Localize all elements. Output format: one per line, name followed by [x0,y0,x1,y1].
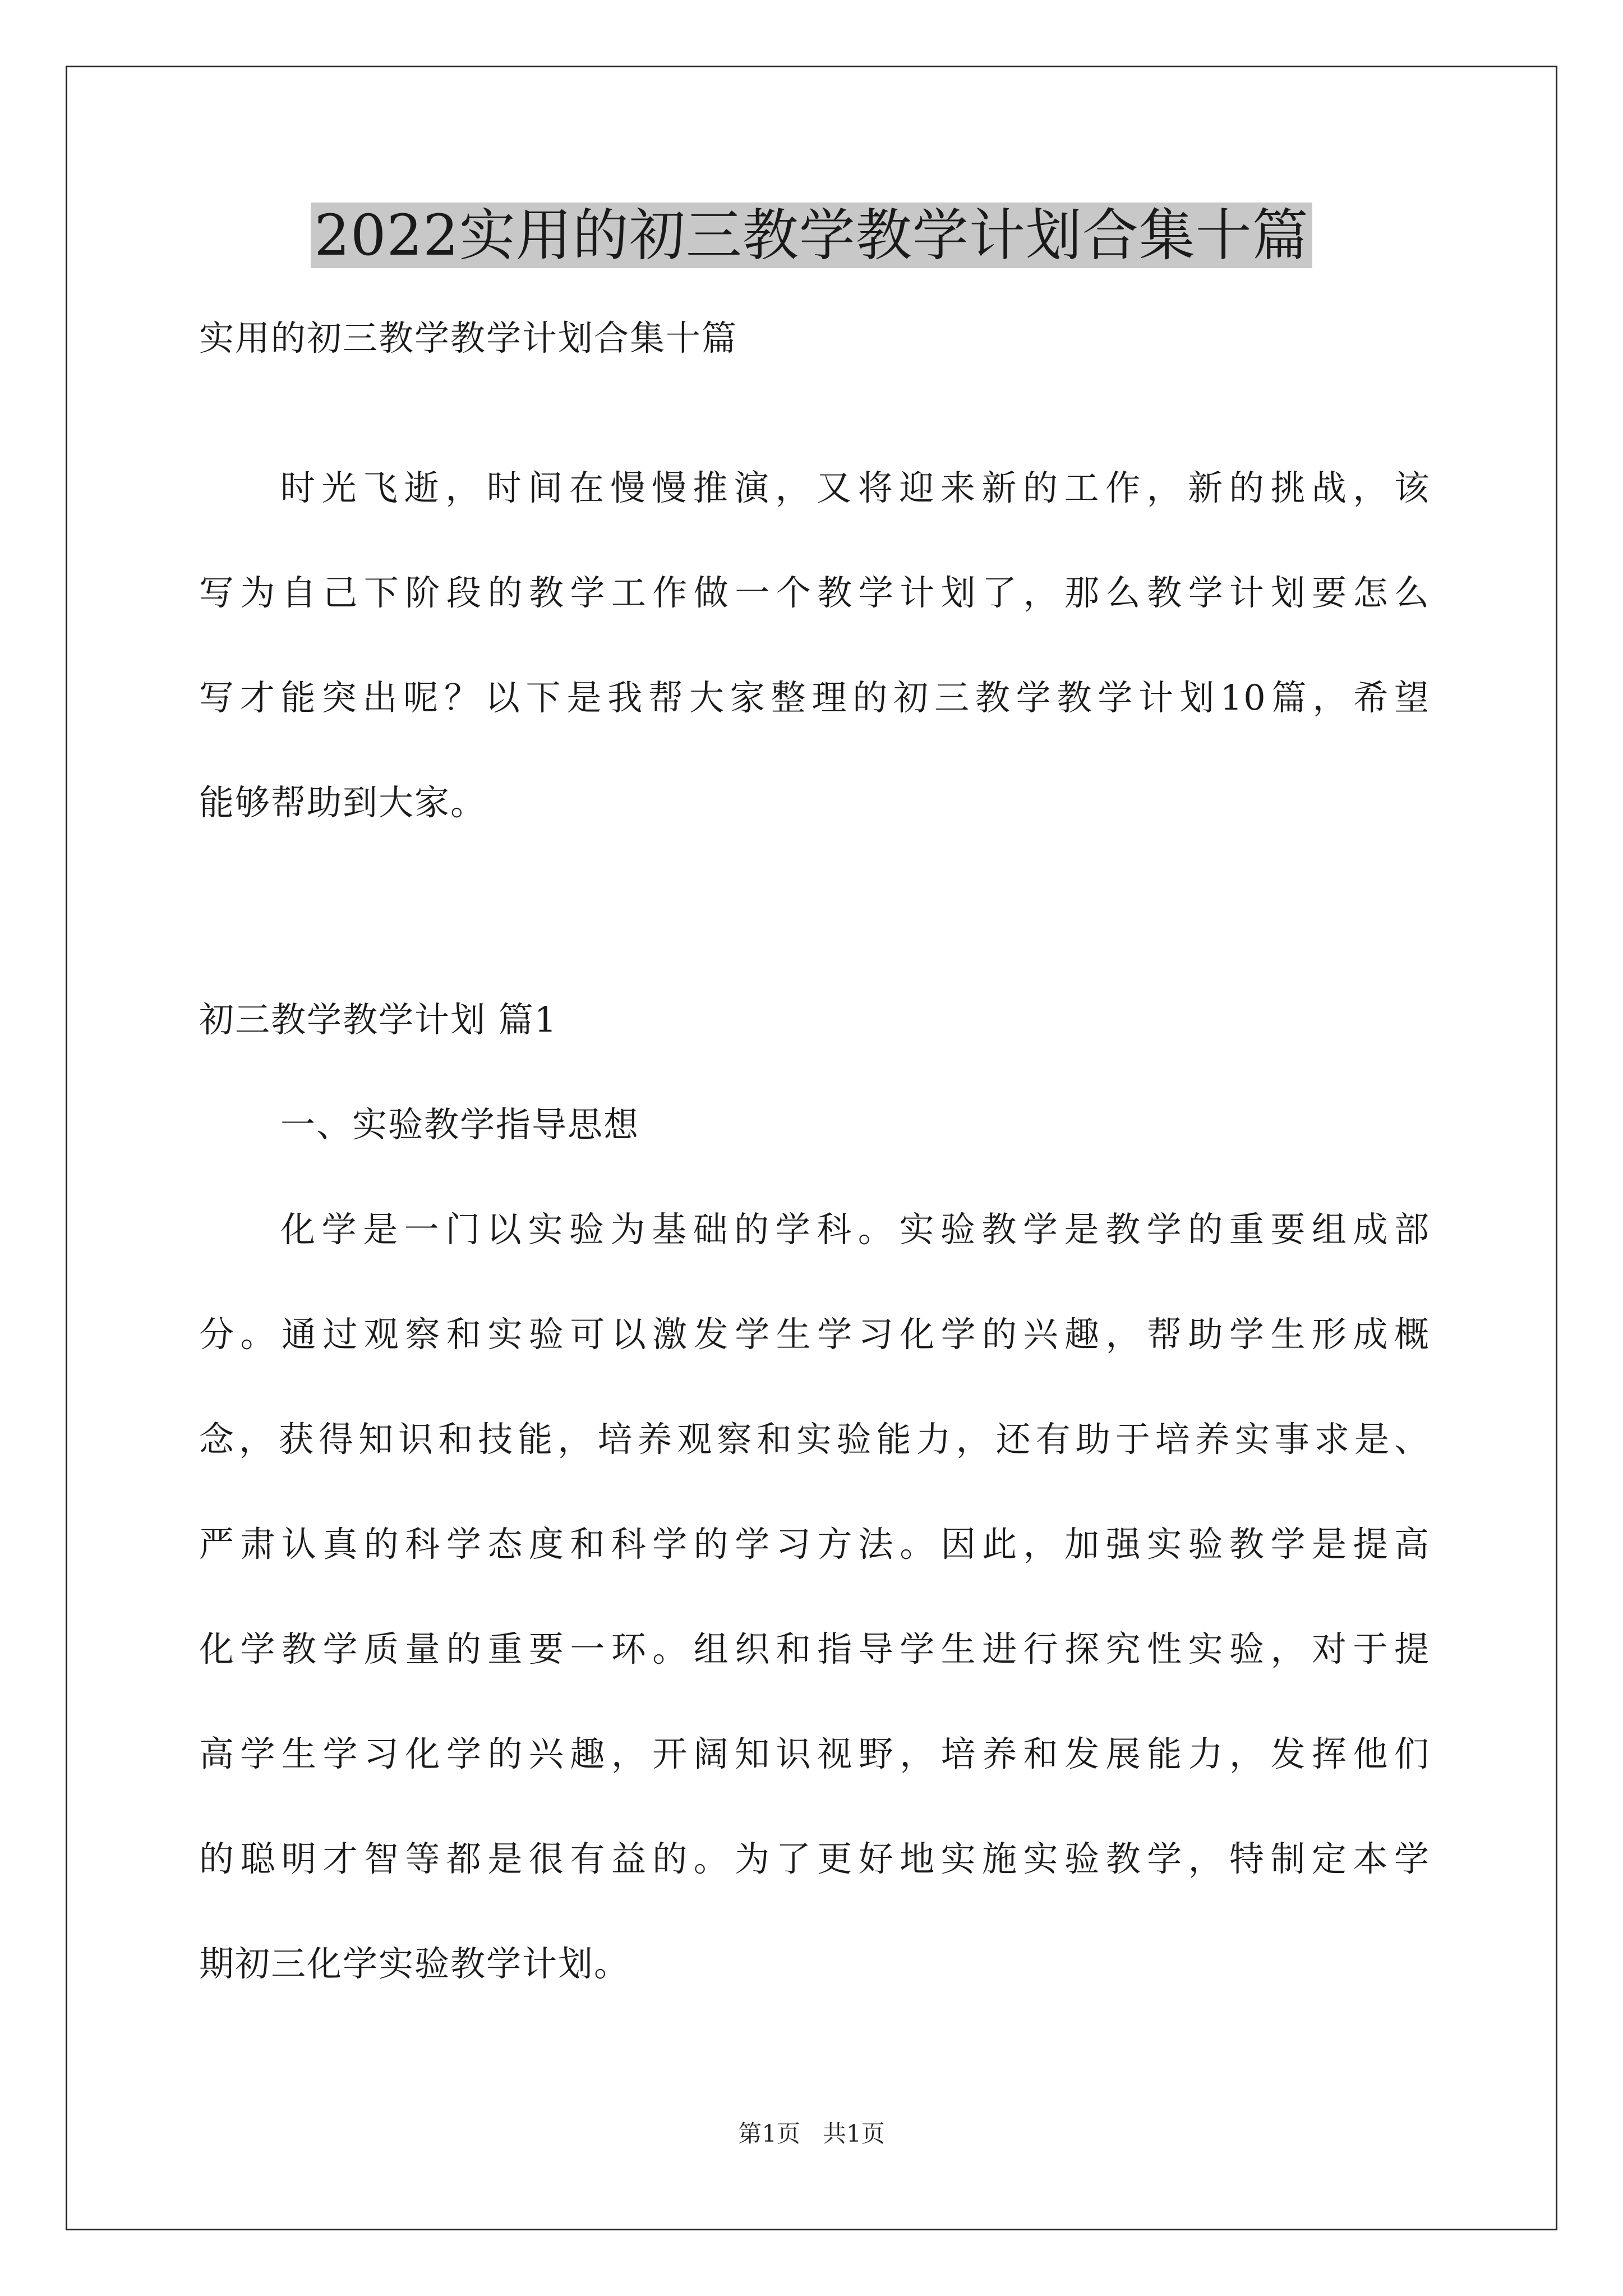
intro-line-4: 能够帮助到大家。 [199,782,487,823]
document-title-text: 2022实用的初三教学教学计划合集十篇 [311,203,1312,268]
document-title [0,197,1623,274]
body-line-8: 期初三化学实验教学计划。 [199,1943,630,1984]
document-subtitle: 实用的初三教学教学计划合集十篇 [199,318,738,358]
body-line-1: 化学是一门以实验为基础的学科。实验教学是教学的重要组成部 [280,1209,1430,1250]
body-line-7: 的聪明才智等都是很有益的。为了更好地实施实验教学，特制定本学 [199,1838,1430,1879]
section-subheading: 一、实验教学指导思想 [280,1104,640,1145]
body-line-4: 严肃认真的科学态度和科学的学习方法。因此，加强实验教学是提高 [199,1524,1430,1565]
body-line-5: 化学教学质量的重要一环。组织和指导学生进行探究性实验，对于提 [199,1628,1430,1669]
section-heading: 初三教学教学计划 篇1 [199,999,558,1040]
page-border [66,66,1557,2230]
body-line-6: 高学生学习化学的兴趣，开阔知识视野，培养和发展能力，发挥他们 [199,1733,1430,1774]
page-footer: 第1页 共1页 [738,2120,885,2147]
intro-line-2: 写为自己下阶段的教学工作做一个教学计划了，那么教学计划要怎么 [199,572,1430,613]
intro-line-3: 写才能突出呢？以下是我帮大家整理的初三教学教学计划10篇，希望 [199,677,1430,718]
intro-line-1: 时光飞逝，时间在慢慢推演，又将迎来新的工作，新的挑战，该 [280,467,1430,508]
body-line-3: 念，获得知识和技能，培养观察和实验能力，还有助于培养实事求是、 [199,1419,1430,1460]
body-line-2: 分。通过观察和实验可以激发学生学习化学的兴趣，帮助学生形成概 [199,1314,1430,1355]
